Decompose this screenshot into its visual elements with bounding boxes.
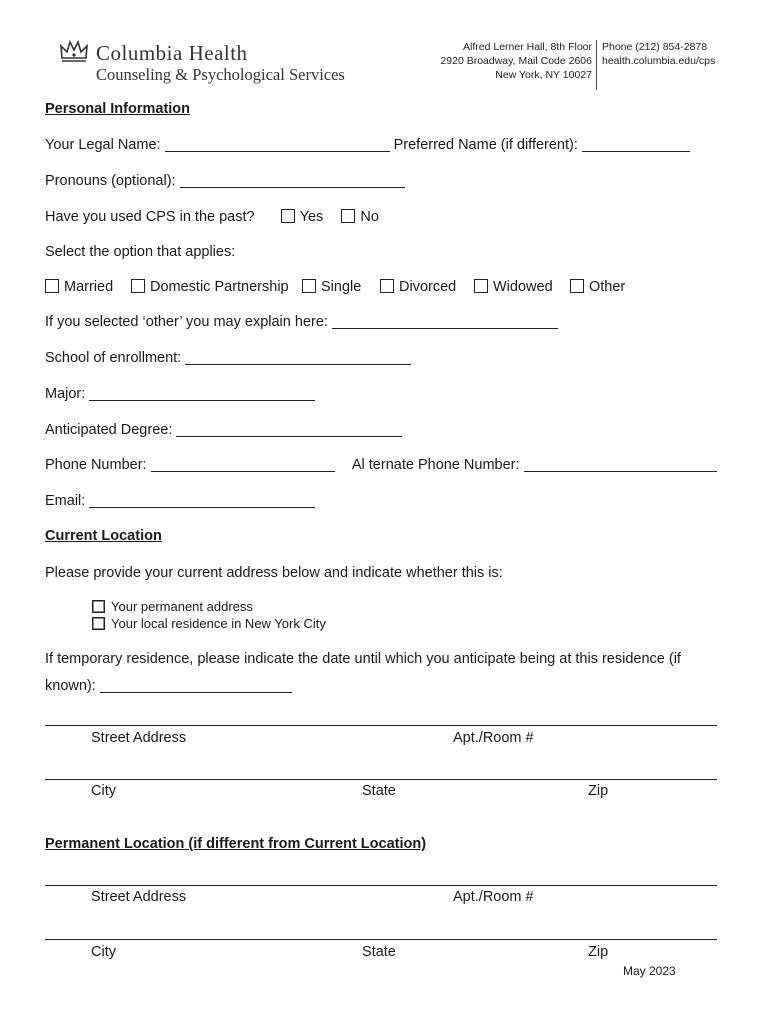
permanent-address-label: Your permanent address bbox=[111, 599, 253, 614]
temp-date-label: known): bbox=[45, 678, 96, 694]
pronouns-row bbox=[45, 173, 405, 189]
section-heading-personal: Personal Information bbox=[45, 101, 191, 117]
footer-date: May 2023 bbox=[623, 964, 676, 978]
status-option-label: Married bbox=[64, 279, 114, 295]
status-option-label: Single bbox=[321, 279, 362, 295]
current-apt-label: Apt./Room # bbox=[453, 730, 534, 746]
email-field[interactable] bbox=[89, 493, 315, 508]
checkbox-icon bbox=[302, 279, 316, 293]
degree-label: Anticipated Degree: bbox=[45, 422, 173, 438]
address-line: Alfred Lerner Hall, 8th Floor bbox=[463, 41, 592, 53]
dept-name: Counseling & Psychological Services bbox=[96, 65, 345, 84]
status-option-label: Widowed bbox=[493, 279, 553, 295]
contact-block bbox=[602, 40, 715, 68]
permanent-apt-label: Apt./Room # bbox=[453, 889, 534, 905]
yes-checkbox[interactable] bbox=[281, 209, 324, 225]
local-residence-label: Your local residence in New York City bbox=[111, 616, 326, 631]
preferred-name-label: Preferred Name (if different): bbox=[393, 137, 578, 153]
other-explain-row bbox=[45, 314, 558, 330]
permanent-city-label: City bbox=[91, 944, 116, 960]
temp-date-row bbox=[45, 678, 292, 694]
major-label: Major: bbox=[45, 386, 86, 402]
permanent-zip-label: Zip bbox=[588, 944, 609, 960]
legal-name-row bbox=[45, 137, 690, 153]
status-option-widowed[interactable] bbox=[474, 279, 553, 295]
permanent-address-checkbox[interactable] bbox=[92, 599, 253, 614]
degree-field[interactable] bbox=[176, 422, 402, 437]
website-link[interactable]: health.columbia.edu/cps bbox=[602, 55, 716, 67]
permanent-state-label: State bbox=[362, 944, 396, 960]
checkbox-icon bbox=[341, 209, 355, 223]
pronouns-label: Pronouns (optional): bbox=[45, 173, 176, 189]
org-name: Columbia Health bbox=[96, 41, 248, 65]
temp-date-field[interactable] bbox=[100, 678, 292, 693]
preferred-name-field[interactable] bbox=[582, 137, 690, 152]
current-street-label: Street Address bbox=[91, 730, 187, 746]
current-state-label: State bbox=[362, 783, 396, 799]
email-row bbox=[45, 493, 315, 509]
header-divider bbox=[596, 40, 597, 90]
major-row bbox=[45, 386, 315, 402]
other-explain-label: If you selected ‘other’ you may explain here: bbox=[45, 314, 328, 330]
local-residence-checkbox[interactable] bbox=[92, 616, 326, 631]
temp-residence-text: If temporary residence, please indicate the date until which you anticipate being at this residence (if bbox=[45, 651, 681, 667]
checkbox-icon bbox=[474, 279, 488, 293]
other-explain-field[interactable] bbox=[332, 314, 558, 329]
select-option-label: Select the option that applies: bbox=[45, 244, 236, 260]
checkbox-icon bbox=[45, 279, 59, 293]
checkbox-icon bbox=[92, 600, 105, 613]
no-checkbox[interactable] bbox=[341, 209, 379, 225]
address-block bbox=[440, 40, 592, 82]
current-city-label: City bbox=[91, 783, 116, 799]
degree-row bbox=[45, 422, 402, 438]
status-option-label: Domestic Partnership bbox=[150, 279, 289, 295]
legal-name-label: Your Legal Name: bbox=[45, 137, 161, 153]
checkbox-icon bbox=[92, 617, 105, 630]
permanent-street-label: Street Address bbox=[91, 889, 187, 905]
permanent-city-field[interactable] bbox=[45, 939, 717, 940]
legal-name-field[interactable] bbox=[165, 137, 390, 152]
email-label: Email: bbox=[45, 493, 86, 509]
current-city-field[interactable] bbox=[45, 779, 717, 780]
status-option-domestic-partnership[interactable] bbox=[131, 279, 289, 295]
school-row bbox=[45, 350, 411, 366]
address-line: New York, NY 10027 bbox=[495, 69, 592, 81]
no-label: No bbox=[360, 209, 379, 225]
checkbox-icon bbox=[281, 209, 295, 223]
alt-phone-field[interactable] bbox=[524, 457, 717, 472]
phone-row bbox=[45, 457, 717, 473]
cps-past-row bbox=[45, 209, 379, 225]
crown-icon bbox=[59, 38, 89, 64]
section-heading-permanent-location: Permanent Location (if different from Current Location) bbox=[45, 836, 427, 852]
permanent-street-field[interactable] bbox=[45, 885, 717, 886]
status-option-married[interactable] bbox=[45, 279, 113, 295]
current-location-instruction: Please provide your current address below and indicate whether this is: bbox=[45, 565, 503, 581]
school-label: School of enrollment: bbox=[45, 350, 182, 366]
yes-label: Yes bbox=[299, 209, 324, 225]
status-option-single[interactable] bbox=[302, 279, 361, 295]
current-zip-label: Zip bbox=[588, 783, 609, 799]
status-option-other[interactable] bbox=[570, 279, 625, 295]
alt-phone-label: Al ternate Phone Number: bbox=[351, 457, 520, 473]
checkbox-icon bbox=[380, 279, 394, 293]
school-field[interactable] bbox=[185, 350, 411, 365]
phone-field[interactable] bbox=[151, 457, 335, 472]
checkbox-icon bbox=[570, 279, 584, 293]
status-option-divorced[interactable] bbox=[380, 279, 456, 295]
section-heading-current-location: Current Location bbox=[45, 528, 162, 544]
phone-label: Phone Number: bbox=[45, 457, 147, 473]
phone-line: Phone (212) 854-2878 bbox=[602, 41, 708, 53]
checkbox-icon bbox=[131, 279, 145, 293]
pronouns-field[interactable] bbox=[180, 173, 405, 188]
address-line: 2920 Broadway, Mail Code 2606 bbox=[440, 55, 592, 67]
major-field[interactable] bbox=[89, 386, 315, 401]
status-option-label: Divorced bbox=[399, 279, 457, 295]
cps-past-question: Have you used CPS in the past? bbox=[45, 209, 255, 225]
status-option-label: Other bbox=[589, 279, 626, 295]
current-street-field[interactable] bbox=[45, 725, 717, 726]
